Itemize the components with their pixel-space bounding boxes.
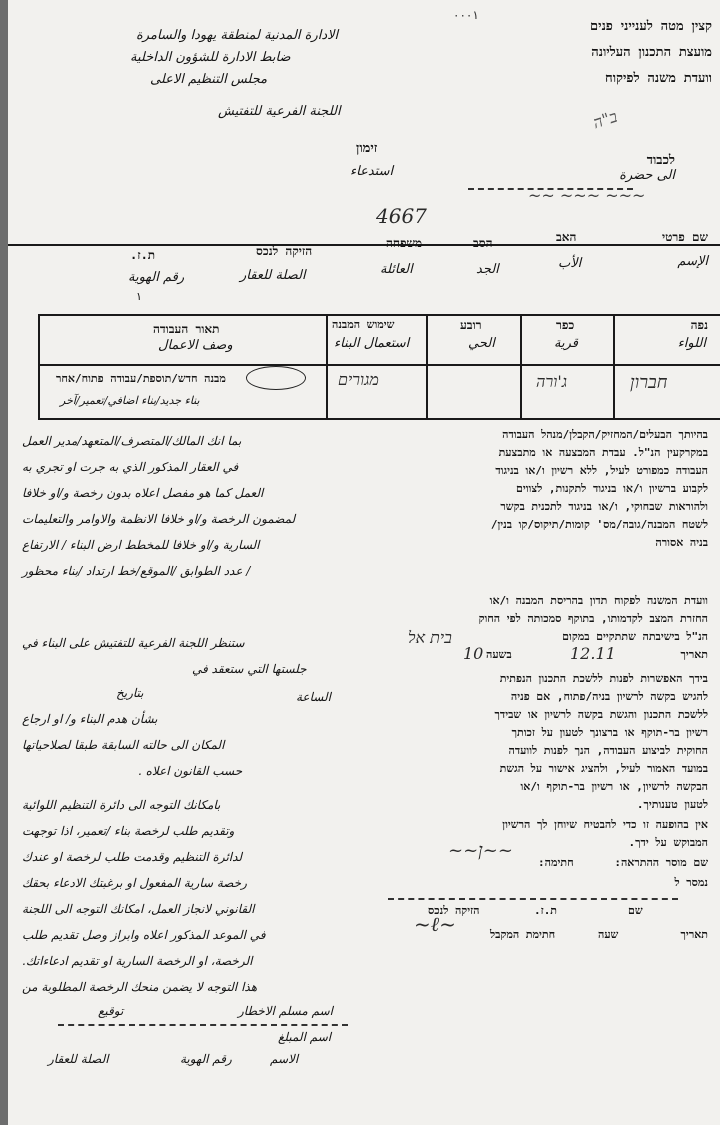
work-selection-circle: [246, 366, 306, 390]
label-village-ar: قرية: [554, 336, 578, 351]
label-date-sign-he: תאריך: [680, 928, 708, 941]
date-handwriting: 12.11: [570, 644, 616, 663]
label-idnum-sign-he: ת.ז.: [534, 904, 558, 917]
handwritten-mark-top: ב"ה: [590, 106, 620, 133]
rule-1: [8, 244, 720, 246]
label-idnum-he: ת.ז.: [130, 248, 156, 262]
district-handwriting: חברון: [630, 372, 668, 393]
to-honor-ar: الى حضرة: [619, 168, 675, 183]
work-value-he: מבנה חדש/תוספת/עבודה פתוח/אחר: [56, 372, 226, 385]
label-relation-sign-he: הזיקה לנכס: [428, 904, 480, 917]
village-handwriting: ג'ורה: [536, 372, 568, 391]
label-grandfather-he: הסב: [473, 236, 493, 250]
header-ar-line2: ضابط الادارة للشؤون الداخلية: [130, 50, 291, 65]
header-he-line1: קצין מטה לענייני פנים: [590, 19, 712, 34]
label-quarter-he: רובע: [460, 318, 482, 332]
refused-line: [388, 898, 678, 900]
label-quarter-ar: الحي: [468, 336, 495, 351]
file-number-handwriting: 4667: [376, 204, 427, 228]
warner-signature: ~~ן~~: [448, 840, 513, 861]
header-he-line3: וועדת משנה לפיקוח: [605, 71, 712, 86]
hour-handwriting: 10: [463, 644, 484, 663]
header-ar-line1: الادارة المدنية لمنطقة يهودا والسامرة: [136, 28, 339, 43]
label-name-he: שם פרטי: [661, 230, 708, 244]
label-family-ar: العائلة: [380, 262, 413, 277]
label-warner-he: שם מוסר ההתראה:: [614, 856, 708, 869]
label-name-sign-ar: الاسم: [270, 1052, 299, 1066]
label-work-he: תאור העבודה: [153, 322, 220, 336]
label-hour-sign-he: שעה: [598, 928, 619, 941]
label-family-he: משפחה: [386, 236, 423, 250]
label-idnum-sign-ar: رقم الهوية: [180, 1052, 232, 1066]
header-he-line2: מועצת התכנון העליונה: [591, 45, 712, 60]
label-receiver-he: חתימת המקבל: [490, 928, 556, 941]
label-idnum-ar: رقم الهوية: [128, 270, 185, 285]
place-handwriting: בית אל: [408, 628, 452, 647]
label-name-ar: الإسم: [677, 254, 708, 269]
label-signature-he: חתימה:: [538, 856, 574, 869]
idnum-value: ١: [136, 290, 142, 303]
label-relation-he: הזיקה לנכס: [256, 244, 313, 258]
addressee-handwriting: ~~ ~~~ ~~~: [528, 186, 646, 205]
label-village-he: כפר: [556, 318, 575, 332]
to-honor-he: לכבוד: [646, 153, 675, 168]
label-grandfather-ar: الجد: [476, 262, 499, 277]
summons-ar: استدعاء: [350, 164, 394, 179]
label-use-he: שימוש המבנה: [332, 318, 395, 331]
work-value-ar: بناء جديد/بناء اضافي/تعمير/آخر: [60, 394, 200, 407]
receiver-signature: ~ℓ~: [414, 912, 456, 936]
label-refused-he: נמסר ל: [674, 876, 708, 889]
label-work-ar: وصف الاعمال: [158, 338, 233, 353]
use-handwriting: מגורים: [338, 370, 379, 389]
label-use-ar: استعمال البناء: [334, 336, 410, 351]
label-father-ar: الأب: [558, 256, 582, 271]
label-name-sign-he: שם: [628, 904, 643, 917]
signature-line-ar: [58, 1024, 348, 1026]
label-relation-sign-ar: الصلة للعقار: [48, 1052, 109, 1066]
label-district-he: נפה: [690, 318, 708, 332]
header-ar-line3: مجلس التنظيم الاعلى: [150, 72, 268, 87]
header-ar-line4: اللجنة الفرعية للتفتيش: [218, 104, 341, 119]
summons-document: קצין מטה לענייני פנים מועצת התכנון העליונה וועדת משנה לפיקוח الادارة المدنية لمنطقة يهودا والسامرة ضابط الادارة للشؤون الداخلية مجلس التنظيم الاعلى اللجنة الفرعية للتفتيش ٠٠٠١ ב"ה לכבוד الى حضرة זימון استدعاء ~~ ~~~ ~~~ 4667 שם פרטי האב הסב משפחה הזיקה לנכס ת.ז. الإسم الأب الجد العائلة الصلة للعقار رقم الهوية ١ נפה اللواء כפר قرية רובע الحي שימוש המבנה استعمال البناء תאור העבודה وصف الاعمال חברון ג'ורה מגורים מבנה חדש/תוספת/עבודה פתוח/אחר بناء جديد/بناء اضافي/تعمير/آخر בהיותך הבעלים/המחזיק/הקבלן/מנהל העבודה במקרקעין הנ"ל. עבדת המבצעה או מתבצעת העבודה כמפורט לעיל, ללא רשיון ו/או בניגוד לקבוע ברשיון ו/או בניגוד לתקנות, לצווים ולהוראות שבחוקי, ו/או בניגוד לתכנית בקשר לשטח המבנה/גובה/מס' קומות/תיקוס/קו בנין/ בניה אסורה بما انك المالك/المتصرف/المتعهد/مدير العمل في العقار المذكور الذي به جرت او تجري به العمل كما هو مفصل اعلاه بدون رخصة و/او خلافا لمضمون الرخصة و/او خلافا الانظمة والاوامر والتعليمات السارية و/او خلافا للمخطط ارض البناء / الارتفاع / عدد الطوابق /الموقع/خط ارتداد /بناء محظور וועדת המשנה לפקוח תדון בהריסת המבנה ו/או החזרת המצב לקדמותו, בתוקף סמכותה לפי החוק הנ"ל בישיבתה שתתקיים במקום תאריך בשעה בית אל 12.11 10 ستنظر اللجنة الفرعية للتفتيش على البناء في جلستها التي ستعقد في بتاريخ الساعة بشأن هدم البناء و/ او ارجاع المكان الى حالته السابقة طبقا لصلاحياتها حسب القانون اعلاه . בידך האפשרות לפנות ללשכת התכנון הנפתית להגיש בקשה לרשיון בניה/פתוח, אם פניה ללשכת התכנון והגשת בקשה לרשיון או שבידך רשיון בר-תוקף או ברצונך לטעון על זכותך החוקית לביצוע העבודה, הנך לפנות לוועדה במועד האמור לעיל, ולהציג אישור על הגשת הבקשה לרשיון, או רשיון בר-תוקף ו/או לטעון טענותיך. אין בהופעה זו כדי להבטיח שיוחן לך הרשיון המבוקש על ידך. שם מוסר ההתראה: חתימה: ~~ן~~ נמסר ל שם ת.ז. הזיקה לנכס תאריך שעה חתימת המקבל ~ℓ~ بامكانك التوجه الى دائرة التنظيم اللوائية وتقديم طلب لرخصة بناء /تعمير، اذا توجهت لدائرة التنظيم وقدمت طلب لرخصة او عندك رخصة سارية المفعول او برغبتك الادعاء بحقك القانوني لانجاز العمل، امكانك التوجه الى اللجنة في الموعد المذكور اعلاه وابراز وصل تقديم طلب الرخصة، او الرخصة السارية او تقديم ادعاءاتك. هذا التوجه لا يضمن منحك الرخصة المطلوبة من اسم مسلم الاخطار توقيع اسم المبلغ الاسم رقم الهوية الصلة للعقار: [8, 0, 720, 1125]
label-relation-ar: الصلة للعقار: [240, 268, 306, 283]
summons-he: זימון: [356, 141, 378, 156]
label-father-he: האב: [556, 230, 577, 244]
top-number: ٠٠٠١: [453, 8, 479, 22]
label-district-ar: اللواء: [677, 336, 706, 351]
